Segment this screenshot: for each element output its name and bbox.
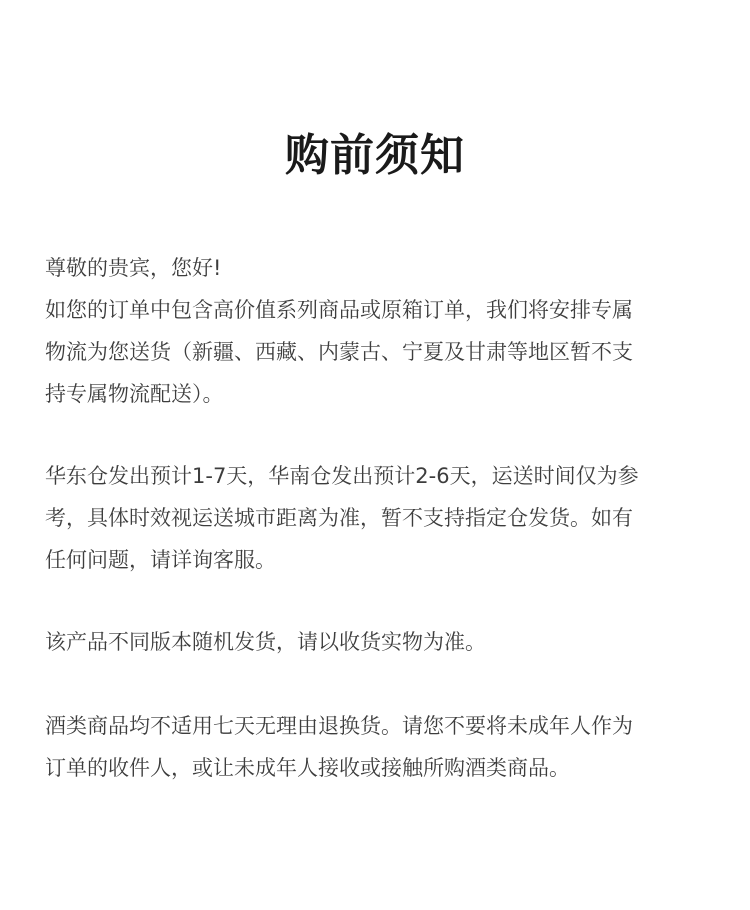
shipping-time-line: 任何问题，请详询客服。 bbox=[45, 548, 276, 572]
alcohol-policy-line: 酒类商品均不适用七天无理由退换货。请您不要将未成年人作为 bbox=[45, 714, 633, 738]
exclusive-logistics-line: 如您的订单中包含高价值系列商品或原箱订单，我们将安排专属 bbox=[45, 298, 633, 322]
product-version-section bbox=[45, 621, 715, 663]
greeting-section bbox=[45, 247, 715, 415]
greeting-line: 尊敬的贵宾，您好! bbox=[45, 256, 222, 280]
alcohol-policy-line: 订单的收件人，或让未成年人接收或接触所购酒类商品。 bbox=[45, 756, 570, 780]
exclusive-logistics-line: 物流为您送货（新疆、西藏、内蒙古、宁夏及甘肃等地区暂不支 bbox=[45, 340, 633, 364]
product-version-line: 该产品不同版本随机发货，请以收货实物为准。 bbox=[45, 630, 486, 654]
shipping-time-line: 华东仓发出预计1-7天，华南仓发出预计2-6天，运送时间仅为参 bbox=[45, 464, 639, 488]
shipping-time-line: 考，具体时效视运送城市距离为准，暂不支持指定仓发货。如有 bbox=[45, 506, 633, 530]
exclusive-logistics-line: 持专属物流配送）。 bbox=[45, 382, 224, 406]
shipping-time-section bbox=[45, 455, 715, 581]
alcohol-policy-section bbox=[45, 705, 715, 789]
page-title: 购前须知 bbox=[285, 130, 465, 181]
